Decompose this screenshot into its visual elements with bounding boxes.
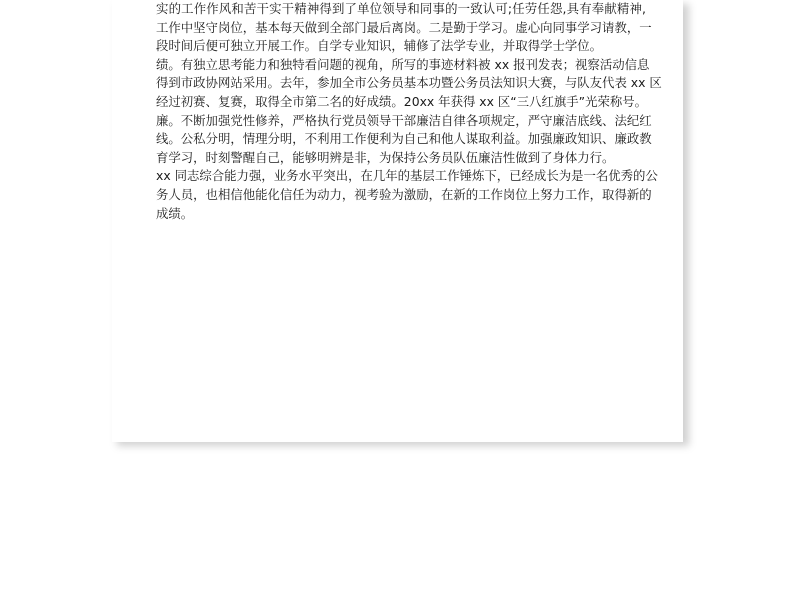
text-line: 务人员，也相信他能化信任为动力，视考验为激励，在新的工作岗位上努力工作，取得新的 [156, 186, 652, 202]
text-line: 廉。不断加强党性修养，严格执行党员领导干部廉洁自律各项规定，严守廉洁底线、法纪红 [156, 112, 652, 128]
text-line: 段时间后便可独立开展工作。自学专业知识，辅修了法学专业，并取得学士学位。 [156, 38, 603, 54]
text-line: 经过初赛、复赛，取得全市第二名的好成绩。20xx 年获得 xx 区“三八红旗手”光荣称号。 [156, 93, 648, 109]
text-line: 绩。有独立思考能力和独特看问题的视角，所写的事迹材料被 xx 报刊发表；视察活动信息 [156, 56, 650, 72]
text-line: xx 同志综合能力强，业务水平突出，在几年的基层工作锤炼下，已经成长为是一名优秀的公 [156, 168, 658, 184]
text-line: 得到市政协网站采用。去年，参加全市公务员基本功暨公务员法知识大赛，与队友代表 xx 区 [156, 75, 662, 91]
text-line: 育学习，时刻警醒自己，能够明辨是非，为保持公务员队伍廉洁性做到了身体力行。 [156, 149, 615, 165]
text-line: 成绩。 [156, 205, 194, 221]
text-line: 工作中坚守岗位，基本每天做到全部门最后离岗。二是勤于学习。虚心向同事学习请教，一 [156, 19, 652, 35]
document-page [112, 0, 683, 442]
text-line: 实的工作作风和苦干实干精神得到了单位领导和同事的一致认可;任劳任怨,具有奉献精神, [156, 1, 646, 16]
document-body [156, 0, 662, 223]
text-line: 线。公私分明，情理分明，不利用工作便利为自己和他人谋取利益。加强廉政知识、廉政教 [156, 131, 652, 147]
